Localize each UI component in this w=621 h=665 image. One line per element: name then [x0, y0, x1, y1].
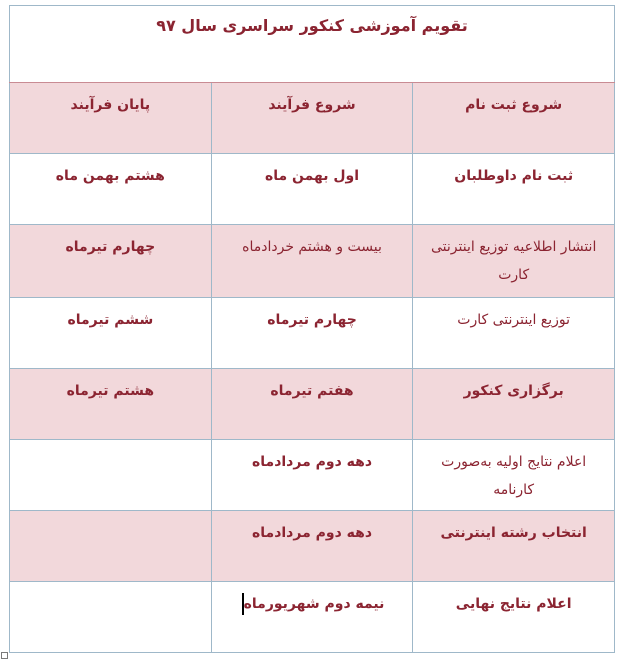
- calendar-table: [9, 5, 615, 653]
- row-event-cell: اعلام نتایج اولیه به‌صورت کارنامه: [413, 440, 615, 511]
- row-start-cell: هفتم تیرماه: [211, 369, 413, 440]
- row-start-cell-with-cursor[interactable]: [211, 582, 413, 653]
- row-end-cell: [10, 440, 212, 511]
- row-start-cell: دهه دوم مردادماه: [211, 511, 413, 582]
- row-event-cell: ثبت نام داوطلبان: [413, 154, 615, 225]
- table-row: [10, 511, 615, 582]
- row-end-cell: هشتم بهمن ماه: [10, 154, 212, 225]
- row-end-cell: [10, 511, 212, 582]
- calendar-table-wrapper: [9, 5, 615, 645]
- row-start-cell: اول بهمن ماه: [211, 154, 413, 225]
- table-row: [10, 582, 615, 653]
- header-row: [10, 83, 615, 154]
- row-end-cell: هشتم تیرماه: [10, 369, 212, 440]
- table-row: [10, 369, 615, 440]
- header-start-registration: شروع ثبت نام: [413, 83, 615, 154]
- row-end-cell: ششم تیرماه: [10, 298, 212, 369]
- page-title: تقویم آموزشی کنکور سراسری سال ۹۷: [10, 6, 615, 83]
- row-start-cell: دهه دوم مردادماه: [211, 440, 413, 511]
- table-row: [10, 225, 615, 298]
- row-end-cell: چهارم تیرماه: [10, 225, 212, 298]
- row-end-cell: [10, 582, 212, 653]
- row-event-cell: انتخاب رشته اینترنتی: [413, 511, 615, 582]
- header-process-end: پایان فرآیند: [10, 83, 212, 154]
- row-event-cell: انتشار اطلاعیه توزیع اینترنتی کارت: [413, 225, 615, 298]
- row-event-cell: اعلام نتایج نهایی: [413, 582, 615, 653]
- table-row: [10, 298, 615, 369]
- row-event-cell: توزیع اینترنتی کارت: [413, 298, 615, 369]
- header-process-start: شروع فرآیند: [211, 83, 413, 154]
- row-start-cell-text: نیمه دوم شهریورماه: [243, 596, 385, 612]
- title-row: [10, 6, 615, 83]
- table-row: [10, 154, 615, 225]
- table-row: [10, 440, 615, 511]
- row-event-cell: برگزاری کنکور: [413, 369, 615, 440]
- table-corner-handle[interactable]: [1, 652, 8, 659]
- row-start-cell: چهارم تیرماه: [211, 298, 413, 369]
- row-start-cell: بیست و هشتم خردادماه: [211, 225, 413, 298]
